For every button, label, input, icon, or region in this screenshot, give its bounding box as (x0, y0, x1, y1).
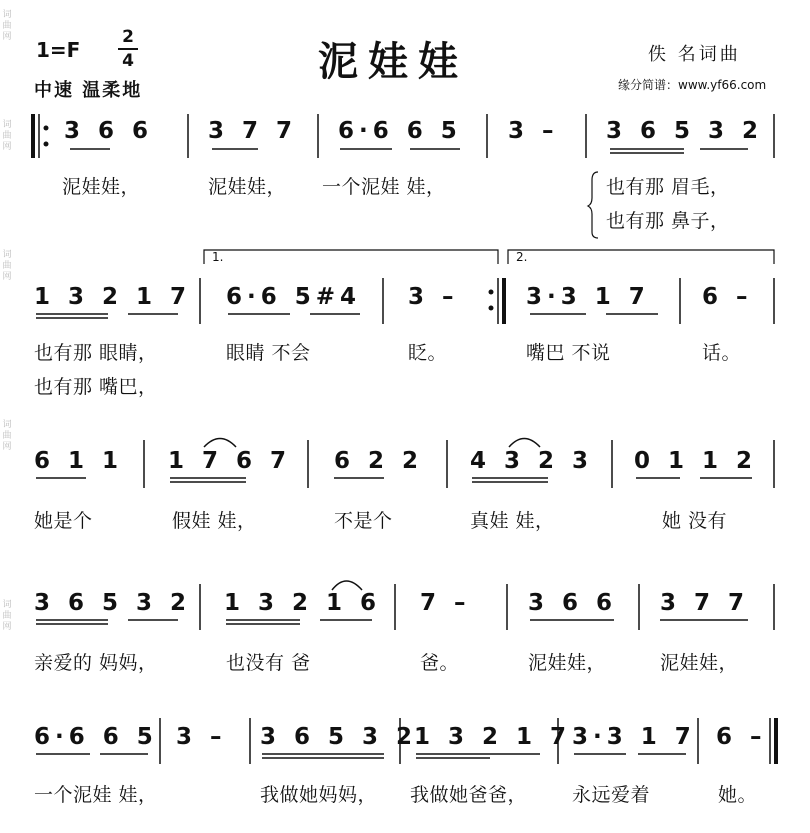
lyric-14: 真娃 娃， (470, 510, 555, 532)
watermark-left-1: 词 曲 网 (2, 10, 12, 42)
lyric-12: 假娃 娃， (172, 510, 257, 532)
measure-21-notes: 6·6 6 5 (34, 724, 158, 750)
watermark-left-5: 词 曲 网 (2, 600, 12, 632)
measure-14-notes: 4 3 2 3 (470, 448, 594, 474)
song-title: 泥娃娃 (318, 39, 468, 85)
credit-line: 佚 名词曲 (648, 44, 741, 65)
tempo-marking: 中速 温柔地 (34, 80, 143, 101)
watermark-left-4: 词 曲 网 (2, 420, 12, 452)
lyric-15: 她 没有 (662, 510, 728, 532)
lyric-26: 她。 (718, 784, 758, 806)
lyric-18: 爸。 (420, 652, 460, 674)
measure-24-notes: 1 3 2 1 7 (414, 724, 572, 750)
measure-8-notes: 3 – (408, 284, 459, 310)
measure-10-notes: 6 – (702, 284, 753, 310)
measure-25-notes: 3·3 1 7 (572, 724, 696, 750)
volta-2-label: 2. (516, 250, 528, 264)
measure-26-notes: 6 – (716, 724, 767, 750)
measure-20-notes: 3 7 7 (660, 590, 750, 616)
lyric-11: 她是个 (34, 510, 93, 532)
measure-1-notes: 3 6 6 (64, 118, 154, 144)
measure-4-notes: 3 – (508, 118, 559, 144)
lyric-7: 眼睛 不会 (226, 342, 311, 364)
key-signature: 1=F (36, 38, 81, 62)
lyric-10: 话。 (702, 342, 742, 364)
measure-6-notes: 1 3 2 1 7 (34, 284, 192, 310)
measure-15-notes: 0 1 1 2 (634, 448, 758, 474)
lyric-3: 一个泥娃 娃， (322, 176, 446, 198)
lyric-23: 我做她妈妈， (260, 784, 378, 806)
measure-17-notes: 1 3 2 1 6 (224, 590, 382, 616)
lyric-1: 泥娃娃， (62, 176, 141, 198)
measure-2-notes: 3 7 7 (208, 118, 298, 144)
measure-12-notes: 1 7 6 7 (168, 448, 292, 474)
watermark-left-3: 词 曲 网 (2, 250, 12, 282)
measure-9-notes: 3·3 1 7 (526, 284, 650, 310)
measure-11-notes: 6 1 1 (34, 448, 124, 474)
measure-22-notes: 3 – (176, 724, 227, 750)
measure-5-notes: 3 6 5 3 2 (606, 118, 764, 144)
time-signature-bottom: 4 (122, 51, 134, 71)
lyric-25: 永远爱着 (572, 784, 651, 806)
lyric-9: 嘴巴 不说 (526, 342, 611, 364)
lyric-2: 泥娃娃， (208, 176, 287, 198)
measure-18-notes: 7 – (420, 590, 471, 616)
lyric-13: 不是个 (334, 510, 393, 532)
measure-23-notes: 3 6 5 3 2 (260, 724, 418, 750)
lyric-17: 也没有 爸 (226, 652, 311, 674)
lyric-21: 一个泥娃 娃， (34, 784, 158, 806)
measure-3-notes: 6·6 6 5 (338, 118, 462, 144)
lyric-6: 也有那 眼睛， (34, 342, 158, 364)
measure-7-notes: 6·6 5#4 (226, 284, 362, 310)
lyric-19: 泥娃娃， (528, 652, 607, 674)
time-signature-top: 2 (122, 27, 134, 47)
lyric-20: 泥娃娃， (660, 652, 739, 674)
lyric-16: 亲爱的 妈妈， (34, 652, 158, 674)
volta-1-label: 1. (212, 250, 224, 264)
lyric-5: 也有那 眉毛， (606, 176, 730, 198)
lyric-6-verse2: 也有那 嘴巴， (34, 376, 158, 398)
lyric-5-verse2: 也有那 鼻子， (606, 210, 730, 232)
watermark-left-2: 词 曲 网 (2, 120, 12, 152)
measure-16-notes: 3 6 5 3 2 (34, 590, 192, 616)
lyric-24: 我做她爸爸， (410, 784, 528, 806)
lyric-8: 眨。 (408, 342, 448, 364)
measure-13-notes: 6 2 2 (334, 448, 424, 474)
source-line: 缘分简谱：www.yf66.com (618, 78, 767, 92)
measure-19-notes: 3 6 6 (528, 590, 618, 616)
